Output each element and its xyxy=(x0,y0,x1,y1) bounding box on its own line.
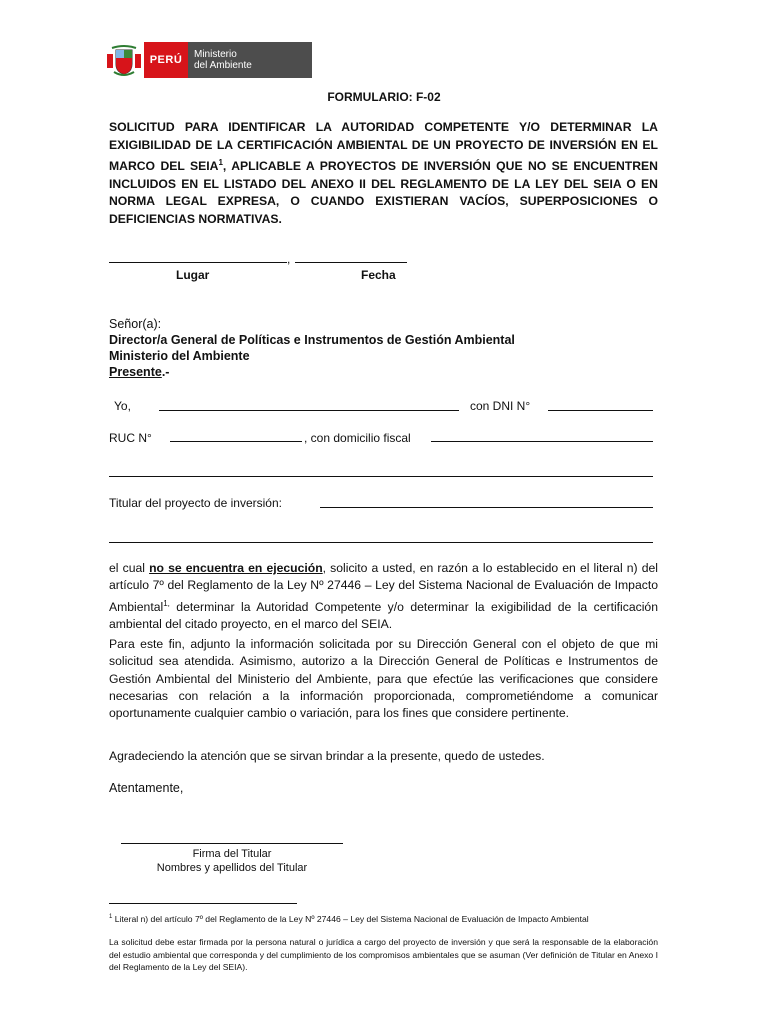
p1-start: el cual xyxy=(109,561,150,575)
body-paragraph-2: Para este fin, adjunto la información solicitada por su Dirección General con el objeto de que mi solicitud sea atendida. Asimismo, autorizo a la Dirección General de Políticas e Instrumentos de Gestión Ambiental del Ministerio del Ambiente, para que efectúe las verificaciones que considere necesarias con relación a la información proporcionada, comprometiéndome a comunicar oportunamente cualquier cambio o variación, para los fines que considere pertinente. xyxy=(109,637,658,721)
presente xyxy=(109,365,169,379)
p1-footnote-mark: 1, xyxy=(163,598,170,608)
p1-rest: , solicito a usted, en razón a lo establecido en el literal n) del artículo 7º del Reglamento de la Ley Nº 27446 – Ley del Sistema Nacional de Evaluación de Impacto Ambiental xyxy=(109,561,658,614)
ruc-field[interactable] xyxy=(170,441,302,442)
request-subject xyxy=(109,119,658,229)
ministry-line-2: del Ambiente xyxy=(194,60,252,71)
subject-text-1: SOLICITUD PARA IDENTIFICAR LA AUTORIDAD COMPETENTE Y/O DETERMINAR LA EXIGIBILIDAD DE LA CERTIFICACIÓN AMBIENTAL DE UN PROYECTO DE INVERSIÓN EN EL MARCO DEL SEIA xyxy=(109,120,658,174)
signature-line[interactable] xyxy=(121,843,343,844)
footnote-separator xyxy=(109,903,297,904)
presente-suffix: .- xyxy=(161,365,170,379)
ministry-logo xyxy=(104,42,312,78)
ruc-label: RUC N° xyxy=(109,431,152,445)
addressee-position: Director/a General de Políticas e Instrumentos de Gestión Ambiental xyxy=(109,333,515,347)
footnote xyxy=(109,911,658,925)
body-paragraph-1 xyxy=(109,560,658,633)
salutation: Señor(a): xyxy=(109,317,162,331)
domicilio-label: , con domicilio fiscal xyxy=(304,431,411,445)
footnote-text: Literal n) del artículo 7º del Reglamento de la Ley Nº 27446 – Ley del Sistema Nacional de Evaluación de Impacto Ambiental xyxy=(112,913,589,924)
name-field[interactable] xyxy=(159,410,459,411)
ministry-name xyxy=(188,42,312,78)
ministry-line-1: Ministerio xyxy=(194,49,237,60)
subject-text-2: , APLICABLE A PROYECTOS DE INVERSIÓN QUE NO SE ENCUENTREN INCLUIDOS EN EL LISTADO DEL ANEXO II DEL REGLAMENTO DE LA LEY DEL SEIA O EN NORMA LEGAL EXPRESA, O CUANDO EXISTIERAN VACÍOS, SUPERPOSICIONES O DEFICIENCIAS NORMATIVAS. xyxy=(109,159,658,227)
addressee-institution: Ministerio del Ambiente xyxy=(109,349,250,363)
p1-end: determinar la Autoridad Competente y/o determinar la exigibilidad de la certificación ambiental del citado proyecto, en el marco del SEIA. xyxy=(109,599,658,631)
place-line[interactable] xyxy=(109,262,287,263)
form-title: FORMULARIO: F-02 xyxy=(327,90,441,104)
footnote-mark: 1 xyxy=(109,914,113,920)
yo-label: Yo, xyxy=(114,399,131,413)
dni-label: con DNI N° xyxy=(470,399,531,413)
closing: Atentamente, xyxy=(109,781,184,795)
p1-underlined: no se encuentra en ejecución xyxy=(149,561,323,575)
titular-field[interactable] xyxy=(320,507,653,508)
place-date-separator: , xyxy=(287,252,291,266)
domicilio-field-continuation[interactable] xyxy=(109,476,653,477)
domicilio-field[interactable] xyxy=(431,441,653,442)
coat-of-arms-icon xyxy=(104,42,144,78)
signature-name-label: Nombres y apellidos del Titular xyxy=(156,862,308,874)
titular-label: Titular del proyecto de inversión: xyxy=(109,496,282,510)
country-label: PERÚ xyxy=(144,42,188,78)
place-label: Lugar xyxy=(176,268,210,282)
dni-field[interactable] xyxy=(548,410,653,411)
body-paragraph-3: Agradeciendo la atención que se sirvan brindar a la presente, quedo de ustedes. xyxy=(109,749,545,763)
subject-footnote-mark: 1 xyxy=(218,158,223,168)
signature-note: La solicitud debe estar firmada por la persona natural o jurídica a cargo del proyecto de inversión y que será la responsable de la elaboración del estudio ambiental que corresponda y del cumplimiento de los compromisos ambientales que se asuman (Ver definición de Titular en Anexo I del Reglamento de la Ley del SEIA). xyxy=(109,937,658,972)
signature-label: Firma del Titular xyxy=(192,848,272,860)
date-label: Fecha xyxy=(361,268,396,282)
presente-word: Presente xyxy=(109,365,162,379)
date-line[interactable] xyxy=(295,262,407,263)
titular-field-continuation[interactable] xyxy=(109,542,653,543)
